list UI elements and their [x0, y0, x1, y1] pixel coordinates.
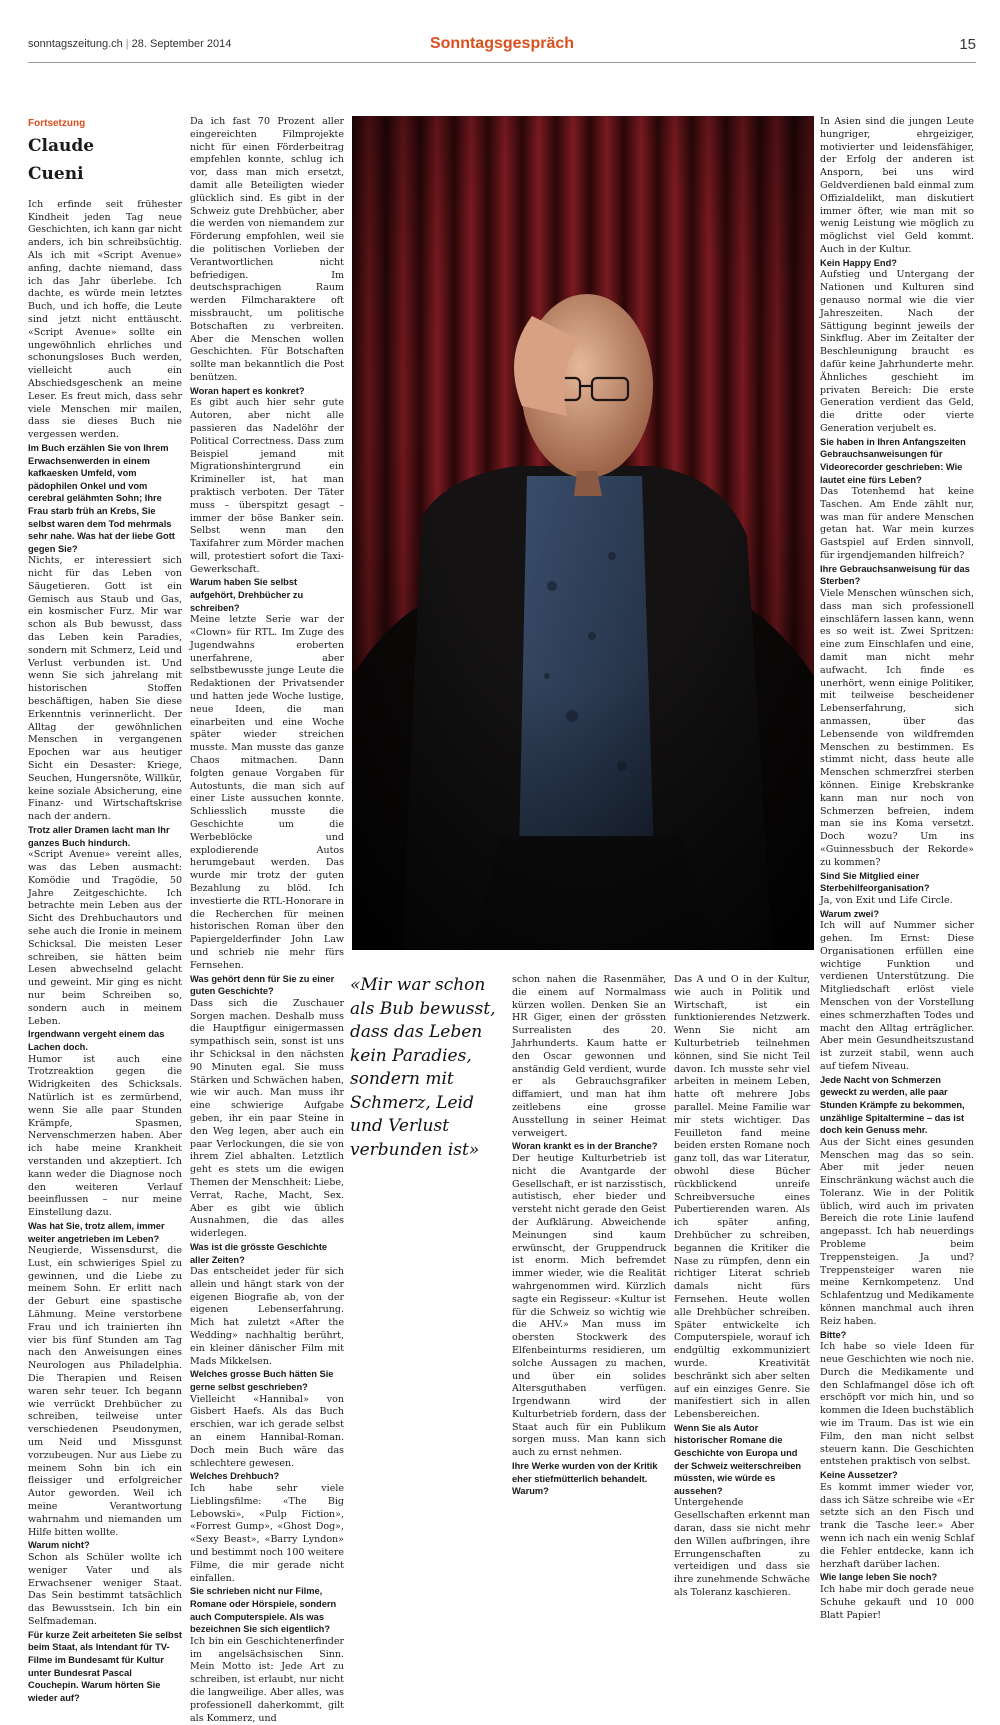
- interview-answer: Schon als Schüler wollte ich weniger Vater und als Erwachsener weniger Staat. Das Sein bestimmt tatsächlich das Bewusstsein. Ich bin ein Selfmademan.: [28, 1552, 182, 1627]
- article-column-1: [28, 116, 182, 1703]
- interview-answer: Untergehende Gesellschaften erkennt man daran, dass sie nicht mehr den Willen aufbringen, ihre Errungenschaften zu verteidigen und dass sie ihre zunehmende Schwäche als Toleranz kaschieren.: [674, 1497, 810, 1599]
- column-text: [674, 974, 810, 1600]
- interview-question: Ihre Werke wurden von der Kritik eher stiefmütterlich behandelt. Warum?: [512, 1461, 658, 1497]
- article-column-5: [820, 116, 974, 1621]
- interview-question: Wie lange leben Sie noch?: [820, 1572, 938, 1583]
- column-text: [820, 116, 974, 1622]
- page-number: 15: [959, 36, 976, 53]
- interview-answer: Das Totenhemd hat keine Taschen. Am Ende zählt nur, was man für andere Menschen getan hat. War mein kurzes Gastspiel auf Erden sinnvoll, für irgendjemanden hilfreich?: [820, 486, 974, 562]
- interview-question: Irgendwann vergeht einem das Lachen doch.: [28, 1029, 165, 1052]
- interview-question: Bitte?: [820, 1329, 847, 1340]
- interview-question: Warum haben Sie selbst aufgehört, Drehbücher zu schreiben?: [190, 577, 304, 613]
- interview-answer: In Asien sind die jungen Leute hungriger, ehrgeiziger, motivierter und leidensfähiger, der Erfolg der anderen ist Ansporn, bei uns wird Geldverdienen bald einmal zum Offizialdelikt, man diskutiert immer öfter, wie man mit so wenig Leistung wie möglich zu möglichst viel Geld kommt. Auch in der Kultur.: [820, 116, 974, 255]
- interview-question: Für kurze Zeit arbeiteten Sie selbst beim Staat, als Intendant für TV-Filme im Bundesamt für Kultur unter Bundesrat Pascal Couchepin. Warum hörten Sie wieder auf?: [28, 1629, 182, 1703]
- interview-question: Sie haben in Ihren Anfangszeiten Gebrauchsanweisungen für Videorecorder geschrieben: Wie lautet eine fürs Leben?: [820, 436, 966, 485]
- interview-answer: Das entscheidet jeder für sich allein und hängt stark von der eigenen Biografie ab, von der eigenen Lebenserfahrung. Mich hat zuletzt «After the Wedding» nachhaltig berührt, ein kleiner dänischer Film mit Mads Mikkelsen.: [190, 1266, 344, 1367]
- interview-answer: Humor ist auch eine Trotzreaktion gegen die Widrigkeiten des Schicksals. Natürlich ist es zermürbend, wenn Sie alle paar Stunden Krämpfe, Spasmen, Nervenschmerzen haben. Aber ich habe meine Krankheit verstanden und akzeptiert. Ich kann weder die Diagnose noch den weiteren Verlauf beeinflussen – nur meine Einstellung dazu.: [28, 1053, 182, 1219]
- interview-answer: Ja, von Exit und Life Circle.: [820, 894, 953, 906]
- section-title: Sonntagsgespräch: [429, 35, 575, 52]
- interview-answer: Ich erfinde seit frühester Kindheit jeden Tag neue Geschichten, ich kann gar nicht anders, ich bin schreibsüchtig. Als ich mit «Script Avenue» anfing, dachte niemand, dass ich das Jahr überlebe. Ich dachte, es würde mein letztes Buch, und ich hoffe, die Leute sind jetzt nicht enttäuscht. «Script Avenue» sollte ein ungewöhnlich ehrliches und schonungsloses Buch werden, vielleicht auch ein Abschiedsgeschenk an meine Leser. Es freut mich, dass sehr viele Menschen mir mailen, dass sie dieses Buch nie vergessen werden.: [28, 198, 182, 441]
- interview-answer: Dass sich die Zuschauer Sorgen machen. Deshalb muss die Hauptfigur einigermassen sympathisch sein, sonst ist uns ihr Schicksal in den nächsten 90 Minuten egal. Sie muss Stärken und Schwächen haben, wie wir auch. Man muss ihr eine schwierige Aufgabe geben, ihr ein paar Steine in den Weg legen, aber auch ein paar Verlockungen, die sie von ihrem Ziel abhalten. Letztlich geht es stets um die ewigen Themen der Menschheit: Liebe, Verrat, Rache, Macht, Sex. Aber es gibt wie üblich Ausnahmen, die das alles widerlegen.: [190, 997, 344, 1240]
- column-text: [190, 116, 344, 1725]
- interview-answer: Nichts, er interessiert sich nicht für das Leben von Säugetieren. Gott ist ein Gemisch aus Staub und Gas, ein kosmischer Furz. Mir war schon als Bub bewusst, dass das Leben kein Paradies, sondern mit Schmerz, Leid und Verlust verbunden ist. Und wenn Sie sich jahrelang mit historischen Stoffen beschäftigen, haben Sie diese Erkenntnis verinnerlicht. Der Alltag der gewöhnlichen Menschen in vergangenen Epochen war aus heutiger Sicht ein Desaster: Kriege, Seuchen, Hungersnöte, Willkür, keine soziale Absicherung, eine Finanz- und Wirtschaftskrise nach der andern.: [28, 555, 182, 823]
- interview-answer: Ich habe so viele Ideen für neue Geschichten wie noch nie. Durch die Medikamente und den Schlafmangel döse ich oft erschöpft vor mich hin, und so kommen die Ideen buchstäblich wie im Traum. Das ist wie ein Film, den man nicht selbst steuern kann. Die Geschichten entstehen praktisch von selbst.: [820, 1341, 974, 1468]
- article-column-2: [190, 116, 344, 1724]
- header-meta: sonntagszeitung.ch | 28. September 2014: [28, 38, 232, 50]
- interview-question: Was ist die grösste Geschichte aller Zeiten?: [190, 1241, 328, 1265]
- interview-question: Im Buch erzählen Sie von Ihrem Erwachsenwerden in einem kafkaesken Umfeld, vom pädophilen Onkel und vom cerebral gelähmten Sohn; Ihre Frau starb früh an Krebs, Sie selbst waren dem Tod mehrmals sehr nahe. Was hat der liebe Gott gegen Sie?: [28, 442, 175, 554]
- interview-answer: Da ich fast 70 Prozent aller eingereichten Filmprojekte nicht für einen Förderbeitrag empfehlen konnte, schlug ich vor, dass man mich ersetzt, damit alle Beteiligten wieder glücklich sind. Es gibt in der Schweiz gute Drehbücher, aber die werden von niemandem zur Förderung empfohlen, weil sie die politischen Vorlieben der Verantwortlichen nicht befriedigen. Im deutschsprachigen Raum werden Filmcharaktere oft missbraucht, um politische Botschaften zu verbreiten. Aber die Menschen wollen Geschichten. Für Botschaften sollte man bekanntlich die Post benützen.: [190, 116, 344, 383]
- interview-answer: schon nahen die Rasenmäher, die einem auf Normalmass kürzen wollen. Denken Sie an HR Giger, einen der grössten Surrealisten des 20. Jahrhunderts. Kaum hatte er den Oscar gewonnen und anständig Geld verdient, wurde er als Gebrauchsgrafiker diffamiert, und man hat ihm zeitlebens eine grosse Ausstellung in seiner Heimat verweigert.: [512, 974, 666, 1139]
- issue-date: 28. September 2014: [131, 38, 232, 50]
- interview-answer: Ich will auf Nummer sicher gehen. Im Ernst: Diese Organisationen erfüllen eine wichtige Funktion und verdienen Unterstützung. Die Mitgliedschaft erlöst viele Menschen von der Vorstellung eines schmerzhaften Todes und macht den Alltag erträglicher. Aber mein Gesundheitszustand ist zurzeit stabil, wenn auch auf tiefem Niveau.: [820, 920, 974, 1072]
- column-text: [28, 199, 182, 1705]
- interview-answer: Aufstieg und Untergang der Nationen und Kulturen sind genauso normal wie die vier Jahreszeiten. Nach der Sättigung beginnt jeweils der Sinkflug. Aber im Zeitalter der Beschleunigung braucht es dafür keine Jahrhunderte mehr. Ähnliches geschieht im privaten Bereich: Die erste Generation verdient das Geld, die dritte oder vierte Generation verjubelt es.: [820, 269, 974, 434]
- interview-question: Warum nicht?: [28, 1540, 90, 1551]
- article-column-4: [674, 974, 810, 1599]
- interview-answer: Viele Menschen wünschen sich, dass man sich professionell einschläfern lassen kann, wenn es so weit ist. Zwei Spritzen: eine zum Einschlafen und eine, damit man nicht mehr aufwacht. Ich finde es unerhört, wenn einige Politiker, mit teilweise bescheidener Lebenserfahrung, sich anmassen, über das Lebensende von wildfremden Menschen zu bestimmen. Es stimmt nicht, dass heute alle Menschen schmerzfrei sterben können. Einige Krebskranke kann man nur noch von Schmerzen befreien, indem man sie ins Koma versetzt. Doch wozu? Um ins «Guinnessbuch der Rekorde» zu kommen?: [820, 588, 974, 868]
- interview-answer: Das A und O in der Kultur, wie auch in Politik und Wirtschaft, ist ein funktionierendes Netzwerk. Wenn Sie nicht am Kulturbetrieb teilnehmen können, sind Sie nicht Teil davon. Ich musste sehr viel arbeiten in meinem Leben, hatte oft mehrere Jobs parallel. Meine Familie war mir stets wichtiger. Das Feuilleton fand meine beiden ersten Romane noch ganz toll, das war Literatur, obwohl diese Bücher rückblickend unreife Schreibversuche eines Pubertierenden waren. Als ich später anfing, Drehbücher zu schreiben, begannen die Kritiker die Nase zu rümpfen, denn ein richtiger Literat schrieb damals nicht fürs Fernsehen. Heute wollen alle Drehbücher schreiben. Später entwickelte ich Computerspiele, worauf ich endgültig exkommuniziert wurde. Kreativität beschränkt sich aber selten auf ein einziges Genre. Sie manifestiert sich in allen Lebensbereichen.: [674, 974, 810, 1421]
- portrait-photo: [352, 116, 814, 950]
- interview-answer: Vielleicht «Hannibal» von Gisbert Haefs. Als das Buch erschien, war ich gerade selbst an einem Hannibal-Roman. Doch mein Buch wäre das schlechtere gewesen.: [190, 1393, 344, 1469]
- interview-question: Welches Drehbuch?: [190, 1471, 280, 1482]
- interview-answer: Es kommt immer wieder vor, dass ich Sätze schreibe wie «Er setzte sich an den Fisch und trank die Tasche leer.» Aber wenn ich nach ein wenig Schlaf die Fehler entdecke, kann ich herzhaft darüber lachen.: [820, 1481, 974, 1570]
- interview-answer: Meine letzte Serie war der «Clown» für RTL. Im Zuge des Jugendwahns eroberten unerfahrene, aber selbstbewusste junge Leute die Redaktionen der Privatsender und hatten jede Woche lustige, neue Ideen, die man einarbeiten und eine Woche später wieder streichen musste. Man musste das ganze Chaos mitmachen. Dann folgten genaue Vorgaben für Autostunts, die man sich auf einer Liste aussuchen konnte. Schliesslich musste die Geschichte um die Werbeblöcke und explodierende Autos herumgebaut werden. Das wurde mir trotz der guten Bezahlung zu blöd. Ich investierte die RTL-Honorare in die Recherchen für meinen historischen Roman über den Papiergelderfinder John Law und schrieb nie mehr fürs Fernsehen.: [190, 614, 344, 971]
- portrait-illustration: [352, 116, 814, 950]
- interview-answer: Ich bin ein Geschichtenerfinder im angelsächsischen Sinn. Mein Motto ist: Jede Art zu schreiben, ist erlaubt, nur nicht die langweilige. Aber alles, was professionell daherkommt, gilt als Kommerz, und: [190, 1635, 344, 1724]
- interview-question: Sind Sie Mitglied einer Sterbehilfeorganisation?: [820, 870, 930, 894]
- interview-answer: Aus der Sicht eines gesunden Menschen mag das so sein. Aber mit jeder neuen Einschränkung wächst auch die Toleranz. Wie in der Politik üblich, wird auch im privaten Bereich die rote Linie laufend angepasst. Ich hab neuerdings Probleme beim Treppensteigen. Ja und? Treppensteiger waren nie meine Kernkompetenz. Und Schlafentzug und Medikamente können manchmal auch ihren Reiz haben.: [820, 1136, 974, 1327]
- interviewee-first-name: Claude: [28, 135, 95, 156]
- interview-question: Ihre Gebrauchsanweisung für das Sterben?: [820, 563, 970, 587]
- interview-question: Welches grosse Buch hätten Sie gerne selbst geschrieben?: [190, 1369, 334, 1393]
- interview-answer: Neugierde, Wissensdurst, die Lust, ein schwieriges Spiel zu gewinnen, und die Liebe zu meinem Sohn. Er erlitt nach der Geburt eine spastische Lähmung. Meine verstorbene Frau und ich trainierten ihn vier bis fünf Stunden am Tag nach den Anweisungen eines Neurologen aus Philadelphia. Die Therapien und Reisen waren sehr teuer. Ich begann wie verrückt Drehbücher zu schreiben, teilweise unter verschiedenen Pseudonymen, um Neid und Missgunst vorzubeugen. Nur aus Liebe zu meinem Sohn bin ich ein fleissiger und erfolgreicher Autor geworden. Weil ich meine Verantwortung wahrnahm und niemanden um Hilfe bitten wollte.: [28, 1245, 182, 1538]
- interview-question: Keine Aussetzer?: [820, 1470, 898, 1481]
- interview-question: Jede Nacht von Schmerzen geweckt zu werden, alle paar Stunden Krämpfe zu bekommen, unzählige Spitaltermine – das ist doch kein Genuss mehr.: [820, 1074, 965, 1136]
- interview-question: Was hat Sie, trotz allem, immer weiter angetrieben im Leben?: [28, 1220, 165, 1244]
- column-text: [512, 974, 666, 1498]
- site-link[interactable]: sonntagszeitung.ch: [28, 38, 123, 50]
- page-header: [28, 32, 976, 63]
- interview-question: Warum zwei?: [820, 908, 880, 919]
- pull-quote: «Mir war schon als Bub bewusst, dass das Leben kein Paradies, sondern mit Schmerz, Leid und Verlust verbunden ist»: [350, 975, 496, 1160]
- interview-question: Woran hapert es konkret?: [190, 385, 305, 396]
- article-column-3: [512, 974, 666, 1497]
- interview-question: Wenn Sie als Autor historischer Romane die Geschichte von Europa und der Schweiz weiterschreiben müssten, wie würde es aussehen?: [674, 1422, 802, 1496]
- interview-answer: Ich habe mir doch gerade neue Schuhe gekauft und 10 000 Blatt Papier!: [820, 1583, 974, 1621]
- interview-question: Was gehört denn für Sie zu einer guten Geschichte?: [190, 973, 335, 997]
- interview-answer: Ich habe sehr viele Lieblingsfilme: «The Big Lebowski», «Pulp Fiction», «Forrest Gump», «Ghost Dog», «Sexy Beast», «Barry Lyndon» und bestimmt noch 100 weitere Filme, die mir gerade nicht einfallen.: [190, 1483, 344, 1584]
- interview-answer: Der heutige Kulturbetrieb ist nicht die Avantgarde der Gesellschaft, er ist narzisstisch, autistisch, eher bieder und versteht nicht gerade den Geist der Aufklärung. Abweichende Meinungen sind kaum erwünscht, der Gruppendruck ist enorm. Mich befremdet immer wieder, wie die Realität wahrgenommen wird. Kürzlich sagte ein Regisseur: «Kultur ist für die Schweiz so wichtig wie die AHV.» Man muss im obersten Stockwerk des Elfenbeinturms residieren, um solche Aussagen zu machen, und über ein solides Altersguthaben verfügen. Irgendwann wird der Kulturbetrieb fordern, dass der Staat auch für ein Publikum sorgen muss. Man kann sich auch zu ernst nehmen.: [512, 1152, 666, 1459]
- kicker: Fortsetzung: [28, 118, 86, 129]
- interview-answer: Es gibt auch hier sehr gute Autoren, aber nicht alle passieren das Nadelöhr der Political Correctness. Dass zum Beispiel jemand mit Migrationshintergrund ein Krimineller ist, hat man praktisch verboten. Der Täter muss – überspitzt gesagt – immer der böse Banker sein. Selbst wenn man den Taxifahrer zum Mörder machen will, protestiert sofort die Taxi-Gewerkschaft.: [190, 397, 344, 575]
- interview-question: Trotz aller Dramen lacht man Ihr ganzes Buch hindurch.: [28, 825, 170, 848]
- interview-answer: «Script Avenue» vereint alles, was das Leben ausmacht: Komödie und Tragödie, 50 Jahre Zeitgeschichte. Ich betrachte mein Leben aus der Sicht des Drehbuchautors und sehe auch die Ironie in meinem Schicksal. Die meisten Leser schreiben, sie hätten beim Lesen abwechselnd gelacht und geweint. Mir ging es nicht nur beim Schreiben so, sondern auch in meinem Leben.: [28, 849, 182, 1027]
- interview-question: Woran krankt es in der Branche?: [512, 1141, 658, 1152]
- interview-question: Kein Happy End?: [820, 257, 897, 268]
- interviewee-last-name: Cueni: [28, 163, 84, 184]
- interview-question: Sie schrieben nicht nur Filme, Romane oder Hörspiele, sondern auch Computerspiele. Als was bezeichnen Sie sich eigentlich?: [190, 1586, 337, 1635]
